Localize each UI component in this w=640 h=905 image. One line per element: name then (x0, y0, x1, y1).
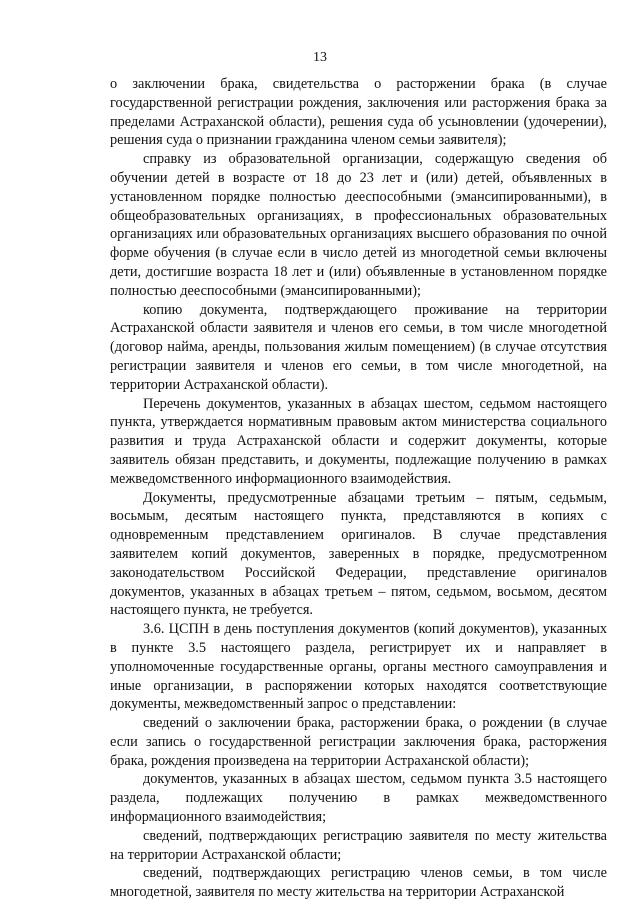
paragraph-copies-originals: Документы, предусмотренные абзацами третьим – пятым, седьмым, восьмым, десятым настоящего пункта, представляются в копиях с одновременным представлением оригиналов. В случае представления заявителем копий документов, заверенных в порядке, предусмотренном законодательством Российской Федерации, представление оригиналов документов, указанных в абзацах третьем – пятом, седьмом, восьмом, десятом настоящего пункта, не требуется. (110, 489, 607, 619)
paragraph-applicant-registration: сведений, подтверждающих регистрацию заявителя по месту жительства на территории Астраханской области; (110, 827, 607, 863)
paragraph-education-certificate: справку из образовательной организации, содержащую сведения об обучении детей в возрасте от 18 до 23 лет и (или) детей, объявленных в установленном порядке полностью дееспособными (эмансипированными), в общеобразовательных организациях, в профессиональных образовательных организациях или образовательных организациях высшего образования по очной форме обучения (в случае если в число детей из многодетной семьи включены дети, достигшие возраста 18 лет и (или) объявленные в установленном порядке полностью дееспособными (эмансипированными); (110, 151, 607, 299)
paragraph-marriage-certificates: о заключении брака, свидетельства о расторжении брака (в случае государственной регистрации рождения, заключения или расторжения брака за пределами Астраханской области), решения суда об усыновлении (удочерении), решения суда о признании гражданина членом семьи заявителя); (110, 76, 607, 149)
paragraph-marriage-birth-info: сведений о заключении брака, расторжении брака, о рождении (в случае если запись о государственной регистрации заключения брака, расторжения брака, рождения произведена на территории Астраханской области); (110, 715, 607, 769)
paragraph-document-list: Перечень документов, указанных в абзацах шестом, седьмом настоящего пункта, утверждается нормативным правовым актом министерства социального развития и труда Астраханской области и содержит документы, которые заявитель обязан представить, и документы, подлежащие получению в рамках межведомственного информационного взаимодействия. (110, 395, 607, 487)
paragraph-interagency-documents: документов, указанных в абзацах шестом, седьмом пункта 3.5 настоящего раздела, подлежащих получению в рамках межведомственного информационного взаимодействия; (110, 771, 607, 826)
paragraph-family-registration: сведений, подтверждающих регистрацию членов семьи, в том числе многодетной, заявителя по месту жительства на территории Астраханской (110, 865, 607, 901)
page-number: 13 (313, 50, 327, 65)
paragraph-residence-document: копию документа, подтверждающего проживание на территории Астраханской области заявителя и членов его семьи, в том числе многодетной (договор найма, аренды, пользования жилым помещением) (в случае отсутствия регистрации заявителя и членов его семьи, в том числе многодетной, на территории Астраханской области). (110, 301, 607, 393)
document-body (110, 75, 607, 902)
paragraph-section-3-6: 3.6. ЦСПН в день поступления документов (копий документов), указанных в пункте 3.5 настоящего раздела, регистрирует их и направляет в уполномоченные государственные органы, органы местного самоуправления и иные организации, в распоряжении которых находятся соответствующие документы, межведомственный запрос о представлении: (110, 621, 607, 713)
